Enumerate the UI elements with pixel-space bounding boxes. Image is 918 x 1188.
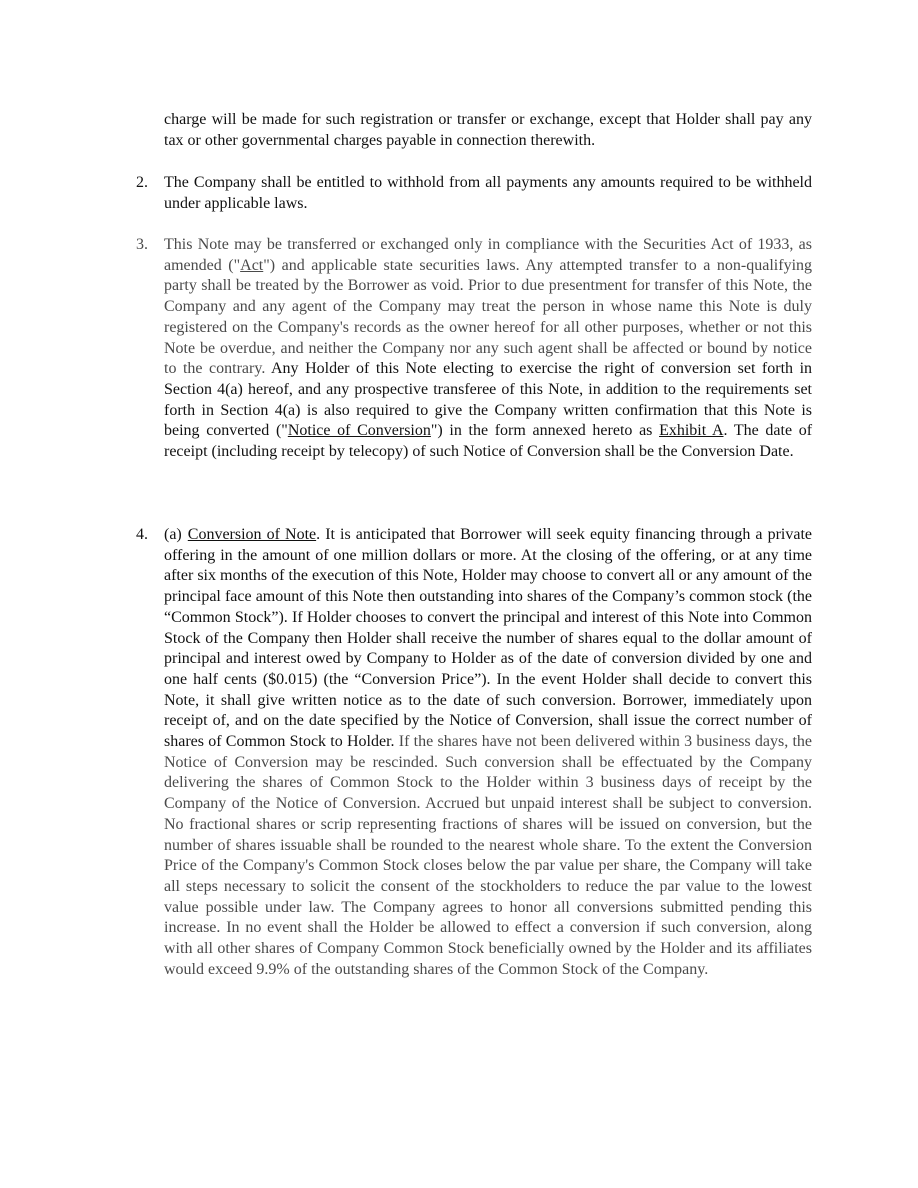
section-3-number: 3. [136,236,148,253]
section-3-part4: ") in the form annexed hereto as [430,422,660,440]
notice-of-conversion-term: Notice of Conversion [287,422,431,440]
section-3-part3: Any Holder of this Note electing to exercise the right of conversion set forth in Section 4(a) hereof, and any prospective transferee of this Note, in addition to the requirements set forth in Section 4(a) is also required to give the Company written confirmation that this Note is being converted (" [164,360,813,440]
act-defined-term: Act [240,256,264,274]
section-2-body: The Company shall be entitled to withhold from all payments any amounts required to be withheld under applicable laws. [164,174,812,212]
conversion-of-note-heading: Conversion of Note [187,526,317,543]
section-3-part5: . The date of receipt (including receipt by telecopy) of such Notice of Conversion shall be the Conversion Date. [164,422,813,461]
section-3-part2: ") and applicable state securities laws. Any attempted transfer to a non-qualifying party shall be treated by the Borrower as void. Prior to due presentment for transfer of this Note, the Company and any agent of the Company may treat the person in whose name this Note is duly registered on the Company's records as the owner hereof for all other purposes, whether or not this Note be overdue, and neither the Company nor any such agent shall be affected or bound by notice to the contrary. [164,256,813,378]
section-4-text [164,525,812,980]
section-4-part2: If the shares have not been delivered within 3 business days, the Notice of Conversion may be rescinded. Such conversion shall be effectuated by the Company delivering the shares of Common Stock to the Holder within 3 business days of receipt by the Company of the Notice of Conversion. Accrued but unpaid interest shall be subject to conversion. No fractional shares or scrip representing fractions of shares will be issued on conversion, but the number of shares issuable shall be rounded to the nearest whole share. To the extent the Conversion Price of the Company's Common Stock closes below the par value per share, the Company will take all steps necessary to solicit the consent of the stockholders to reduce the par value to the lowest value possible under law. The Company agrees to honor all conversions submitted pending this increase. In no event shall the Holder be allowed to effect a conversion if such conversion, along with all other shares of Company Common Stock beneficially owned by the Holder and its affiliates would exceed 9.9% of the outstanding shares of the Common Stock of the Company. [164,733,813,978]
section-2-number: 2. [136,174,148,191]
section-4-part1: . It is anticipated that Borrower will seek equity financing through a private offering in the amount of one million dollars or more. At the closing of the offering, or at any time after six months of the execution of this Note, Holder may choose to convert all or any amount of the principal face amount of this Note then outstanding into shares of the Company’s common stock (the “Common Stock”). If Holder chooses to convert the principal and interest of this Note into Common Stock of the Company then Holder shall receive the number of shares equal to the dollar amount of principal and interest owed by Company to Holder as of the date of conversion divided by one and one half cents ($0.015) (the “Conversion Price”). In the event Holder shall decide to convert this Note, it shall give written notice as to the date of such conversion. Borrower, immediately upon receipt of, and on the date specified by the Notice of Conversion, shall issue the correct number of shares of Common Stock to Holder. [164,526,813,751]
section-4-number: 4. [136,526,148,543]
section-2-text [164,173,812,214]
section-3-part1: This Note may be transferred or exchanged only in compliance with the Securities Act of 1933, as amended (" [164,236,812,274]
exhibit-a-term: Exhibit A [659,422,724,440]
section-4-sub-label: (a) [164,526,182,543]
continuation-paragraph [164,110,812,151]
continuation-text: charge will be made for such registration or transfer or exchange, except that Holder shall pay any tax or other governmental charges payable in connection therewith. [164,111,812,149]
section-3-text [164,235,812,463]
